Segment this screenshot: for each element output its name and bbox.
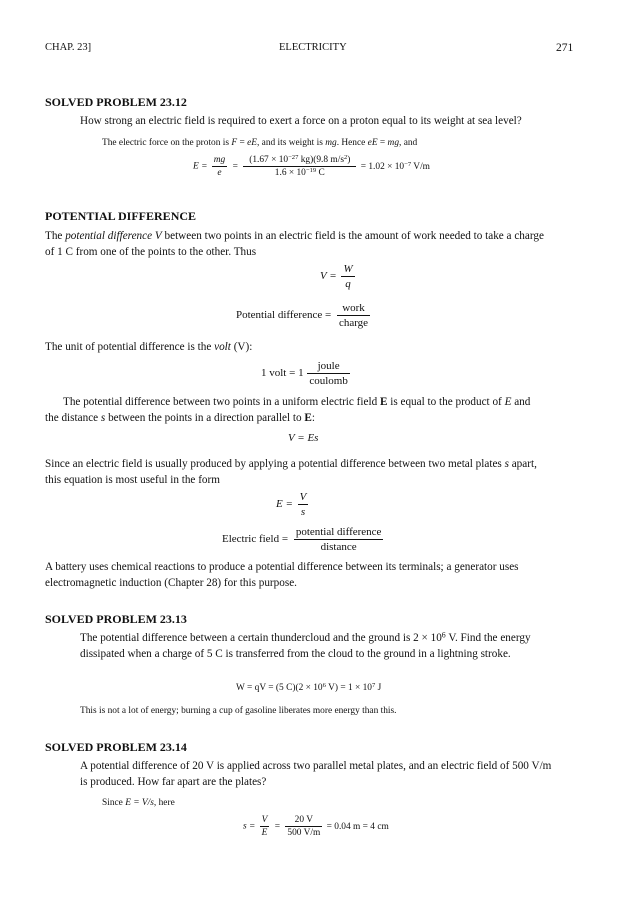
- problem-23-12-solution-text: The electric force on the proton is F = eE, and its weight is mg. Hence eE = mg, and: [102, 138, 418, 148]
- equation-energy-lightning: W = qV = (5 $C)(2 \times 10^6$ $V) = 1 \times 10^7$ J: [236, 682, 382, 693]
- equation-plate-separation: s = $\frac{V}{E}$ = $\frac{20 V}{500 V/m}$ = 0.04 m = 4 cm: [243, 815, 389, 838]
- heading-solved-problem-23-12: SOLVED PROBLEM 23.12: [45, 95, 187, 109]
- problem-23-13-question-line-1: The potential difference between a certain thundercloud and the ground is $2 \times 10^6$ V. Find the energy: [80, 630, 531, 644]
- battery-generator-line-1: A battery uses chemical reactions to produce a potential difference between its terminals; a generator uses: [45, 561, 519, 573]
- problem-23-14-question-line-1: A potential difference of 20 V is applied across two parallel metal plates, and an electric field of 500 V/m: [80, 760, 552, 772]
- field-form-paragraph-line-2: this equation is most useful in the form: [45, 474, 220, 486]
- problem-23-14-question-line-2: is produced. How far apart are the plates?: [80, 776, 267, 788]
- potential-definition-line-2: of 1 C from one of the points to the other. Thus: [45, 246, 257, 258]
- heading-solved-problem-23-13: SOLVED PROBLEM 23.13: [45, 612, 187, 626]
- uniform-field-paragraph-line-1: The potential difference between two points in a uniform electric field E is equal to the product of E and: [63, 396, 531, 408]
- equation-electric-field-words: Electric field = $\frac{\text{potential difference}}{\text{distance}}$: [222, 526, 382, 553]
- running-header-title: ELECTRICITY: [279, 42, 347, 53]
- page-number: 271: [556, 42, 574, 54]
- equation-v-equals-w-over-q: V = $\frac{W}{q}$: [320, 263, 353, 290]
- running-header-chapter: CHAP. 23]: [45, 42, 92, 53]
- unit-of-potential-text: The unit of potential difference is the volt (V):: [45, 341, 253, 353]
- heading-potential-difference: POTENTIAL DIFFERENCE: [45, 209, 197, 223]
- battery-generator-line-2: electromagnetic induction (Chapter 28) for this purpose.: [45, 577, 297, 589]
- problem-23-14-since-text: Since E = V/s, here: [102, 798, 175, 808]
- problem-23-13-question-line-2: dissipated when a charge of 5 C is transferred from the cloud to the ground in a lightning stroke.: [80, 648, 511, 660]
- equation-volt-definition: 1 volt = 1 $\frac{\text{joule}}{\text{coulomb}}$: [261, 360, 348, 387]
- problem-23-12-question: How strong an electric field is required to exert a force on a proton equal to its weight at sea level?: [80, 115, 522, 127]
- equation-v-equals-es: V = Es: [288, 432, 319, 444]
- equation-potential-difference-words: Potential difference = $\frac{\text{work}}{\text{charge}}$: [236, 302, 369, 329]
- problem-23-13-note: This is not a lot of energy; burning a cup of gasoline liberates more energy than this.: [80, 706, 397, 716]
- uniform-field-paragraph-line-2: the distance s between the points in a direction parallel to E:: [45, 412, 315, 424]
- field-form-paragraph-line-1: Since an electric field is usually produced by applying a potential difference between two metal plates s apart,: [45, 458, 537, 470]
- potential-definition-line-1: The potential difference V between two points in an electric field is the amount of work needed to take a charge: [45, 230, 544, 242]
- equation-e-equals-v-over-s: E = $\frac{V}{s}$: [276, 491, 307, 518]
- heading-solved-problem-23-14: SOLVED PROBLEM 23.14: [45, 740, 187, 754]
- equation-field-strength: E = $\frac{mg}{e}$ = $\frac{(1.67 \times 10^{-27} kg)(9.8 m/s^2)}{1.6 \times 10^{-19} C}$ = $1.02 \times 10^{-7}$ V/m: [193, 154, 430, 178]
